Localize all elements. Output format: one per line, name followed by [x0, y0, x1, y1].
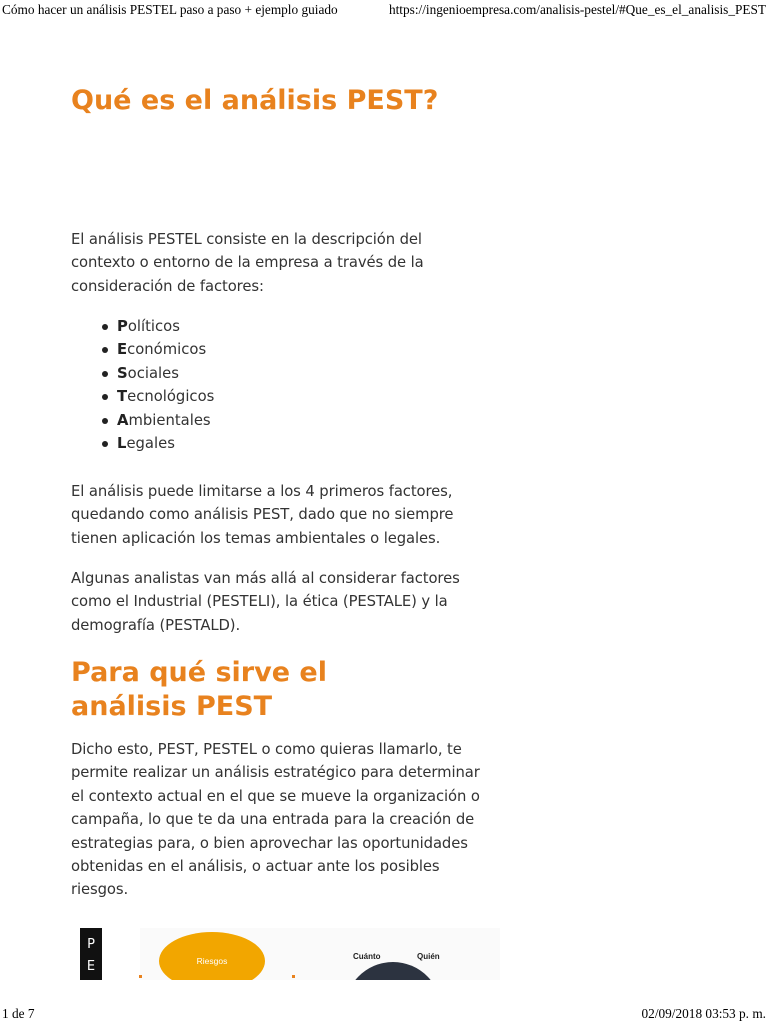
factor-initial: P [117, 318, 128, 335]
intro-paragraph: El análisis PESTEL consiste en la descripción del contexto o entorno de la empresa a través de la consideración de factores: [71, 231, 424, 295]
list-item [117, 385, 214, 408]
orange-marker [139, 975, 142, 978]
orange-marker [292, 975, 295, 978]
factor-rest: olíticos [127, 318, 180, 335]
box-letter-e: E [86, 959, 96, 974]
print-page-title: Cómo hacer un análisis PESTEL paso a paso + ejemplo guiado [2, 2, 338, 17]
factor-rest: egales [126, 435, 175, 453]
box-letter-p: P [87, 937, 95, 952]
factor-initial: A [117, 411, 129, 429]
factor-rest: conómicos [127, 341, 207, 359]
factor-rest: ecnológicos [127, 388, 215, 406]
pe-letters-box [80, 928, 102, 980]
riesgos-bubble: Riesgos [159, 932, 265, 980]
list-item [117, 409, 214, 432]
heading-que-es: Qué es el análisis PEST? [71, 85, 439, 116]
print-footer [0, 1006, 768, 1024]
factor-initial: T [117, 388, 128, 406]
factors-list [71, 315, 214, 455]
print-header [0, 2, 768, 20]
list-item [117, 315, 214, 338]
factor-rest: ociales [127, 364, 179, 382]
cuanto-label: Cuánto [353, 952, 381, 961]
list-item [117, 432, 214, 455]
variants-paragraph: Algunas analistas van más allá al considerar factores como el Industrial (PESTELI), la ética (PESTALE) y la demografía (PESTALD). [71, 570, 460, 634]
heading-para-que-sirve: Para qué sirve el análisis PEST [71, 657, 327, 722]
quien-label: Quién [417, 952, 440, 961]
print-datetime: 02/09/2018 03:53 p. m. [641, 1006, 766, 1021]
pest-diagram-partial [80, 928, 500, 980]
purpose-paragraph: Dicho esto, PEST, PESTEL o como quieras llamarlo, te permite realizar un análisis estratégico para determinar el contexto actual en el que se mueve la organización o campaña, lo que te da una entrada para la creación de estrategias para, o bien aprovechar las oportunidades obtenidas en el análisis, o actuar ante los posibles riesgos. [71, 741, 480, 899]
factor-rest: mbientales [128, 411, 211, 429]
list-item [117, 362, 214, 385]
limit-paragraph: El análisis puede limitarse a los 4 primeros factores, quedando como análisis PEST, dado que no siempre tienen aplicación los temas ambientales o legales. [71, 483, 454, 547]
factor-initial: L [117, 435, 127, 453]
print-page-url: https://ingenioempresa.com/analisis-pestel/#Que_es_el_analisis_PEST [388, 2, 766, 17]
factor-initial: S [117, 364, 128, 382]
list-item [117, 338, 214, 361]
factor-initial: E [117, 341, 128, 359]
page-counter: 1 de 7 [2, 1006, 35, 1021]
